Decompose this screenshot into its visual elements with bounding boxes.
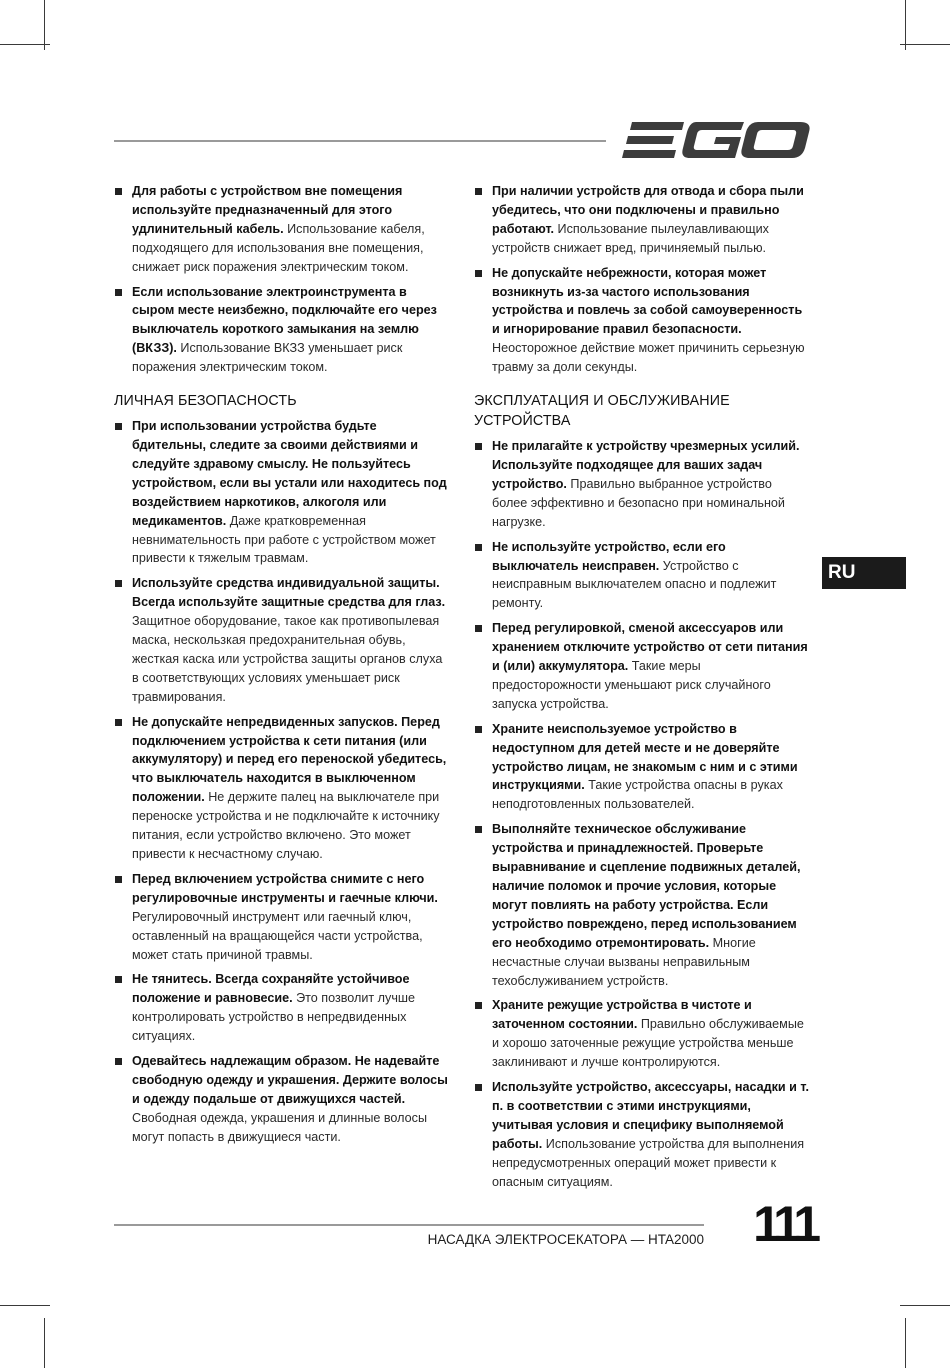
section-heading: ЭКСПЛУАТАЦИЯ И ОБСЛУЖИВАНИЕ УСТРОЙСТВА <box>474 393 730 430</box>
item-bold-text: При наличии устройств для отвода и сбора пыли убедитесь, что они подключены и правильно работают. <box>492 184 804 236</box>
square-bullet-icon <box>115 423 122 430</box>
square-bullet-icon <box>475 544 482 551</box>
crop-mark <box>0 1305 50 1306</box>
square-bullet-icon <box>115 719 122 726</box>
square-bullet-icon <box>475 826 482 833</box>
list-item <box>474 1078 810 1191</box>
item-bold-text: Выполняйте техническое обслуживание устройства и принадлежностей. Проверьте выравнивание и сцепление подвижных деталей, наличие поломок и прочие условия, которые могут повлиять на работу устройства. Если устройство повреждено, перед использованием его необходимо отремонтировать. <box>492 822 801 950</box>
item-bold-text: Если использование электроинструмента в сыром месте неизбежно, подключайте его через выключатель короткого замыкания на землю (ВКЗЗ). <box>132 284 437 356</box>
left-column <box>114 182 450 1153</box>
list-item <box>114 574 450 706</box>
list-item <box>474 996 810 1072</box>
item-text: Регулировочный инструмент или гаечный ключ, оставленный на вращающейся части устройства, может стать причиной травмы. <box>132 909 423 962</box>
list-item <box>114 870 450 965</box>
right-column <box>474 182 810 1198</box>
item-text: Свободная одежда, украшения и длинные волосы могут попасть в движущиеся части. <box>132 1110 428 1144</box>
item-text: Многие несчастные случаи вызваны неправильным техобслуживанием устройств. <box>492 935 756 988</box>
crop-mark <box>900 44 950 45</box>
item-text: Защитное оборудование, такое как противопылевая маска, нескользкая предохранительная обувь, жесткая каска или устройства защиты органов слуха в соответствующих условиях уменьшает риск травмирования. <box>132 614 443 704</box>
list-item <box>114 417 450 568</box>
item-bold-text: Не допускайте небрежности, которая может возникнуть из-за частого использования устройства и повлечь за собой самоуверенность и игнорирование правил безопасности. <box>492 265 803 337</box>
square-bullet-icon <box>475 625 482 632</box>
item-bold-text: Не прилагайте к устройству чрезмерных усилий. Используйте подходящее для ваших задач устройство. <box>492 439 800 491</box>
item-text: Не держите палец на выключателе при переноске устройства и не подключайте к источнику питания, если устройство включено. Это может привести к несчастному случаю. <box>132 790 440 861</box>
item-bold-text: Используйте средства индивидуальной защиты. Всегда используйте защитные средства для глаз. <box>132 576 446 610</box>
item-bold-text: При использовании устройства будьте бдительны, следите за своими действиями и следуйте здравому смыслу. Не пользуйтесь устройством, если вы устали или находитесь под воздействием наркотиков, алкоголя или медикаментов. <box>132 419 447 528</box>
list-item <box>474 720 810 815</box>
item-text: Неосторожное действие может причинить серьезную травму за доли секунды. <box>492 341 805 375</box>
item-bold-text: Не используйте устройство, если его выключатель неисправен. <box>492 539 726 573</box>
list-item <box>114 182 450 277</box>
square-bullet-icon <box>475 188 482 195</box>
item-text: Использование ВКЗЗ уменьшает риск поражения электрическим током. <box>132 341 403 375</box>
square-bullet-icon <box>115 580 122 587</box>
square-bullet-icon <box>475 1084 482 1091</box>
list-item <box>474 820 810 990</box>
square-bullet-icon <box>115 289 122 296</box>
item-text: Использование пылеулавливающих устройств снижает вред, причиняемый пылью. <box>492 221 769 255</box>
crop-mark <box>900 1305 950 1306</box>
square-bullet-icon <box>475 726 482 733</box>
item-text: Правильно обслуживаемые и хорошо заточенные режущие устройства меньше заклинивают и лучше контролируются. <box>492 1017 804 1070</box>
item-bold-text: Перед включением устройства снимите с него регулировочные инструменты и гаечные ключи. <box>132 871 438 905</box>
item-bold-text: Храните неиспользуемое устройство в недоступном для детей месте и не доверяйте устройство лицам, не знакомым с ним и с этими инструкциями. <box>492 721 798 793</box>
square-bullet-icon <box>115 188 122 195</box>
item-bold-text: Используйте устройство, аксессуары, насадки и т. п. в соответствии с этими инструкциями, учитывая условия и специфику выполняемой работы. <box>492 1080 809 1151</box>
crop-mark <box>44 1318 45 1368</box>
header-rule <box>114 140 606 142</box>
item-bold-text: Одевайтесь надлежащим образом. Не надевайте свободную одежду и украшения. Держите волосы и одежду подальше от движущихся частей. <box>132 1054 448 1106</box>
item-text: Такие устройства опасны в руках неподготовленных пользователей. <box>492 778 783 812</box>
list-item <box>474 182 810 258</box>
square-bullet-icon <box>115 976 122 983</box>
list-item <box>114 970 450 1046</box>
square-bullet-icon <box>115 876 122 883</box>
page-number: 111 <box>753 1196 816 1252</box>
item-bold-text: Не допускайте непредвиденных запусков. Перед подключением устройства к сети питания (или аккумулятору) и перед его переноской убедитесь, что выключатель находится в выключенном положении. <box>132 714 447 805</box>
item-text: Такие меры предосторожности уменьшают риск случайного запуска устройства. <box>492 659 771 711</box>
list-item <box>474 619 810 714</box>
item-bold-text: Для работы с устройством вне помещения используйте предназначенный для этого удлинительный кабель. <box>132 184 403 236</box>
list-item <box>474 538 810 614</box>
crop-mark <box>905 0 906 50</box>
ego-logo <box>622 118 812 162</box>
list-item <box>474 264 810 377</box>
list-item <box>114 1052 450 1147</box>
crop-mark <box>905 1318 906 1368</box>
list-item <box>114 283 450 378</box>
footer-title: НАСАДКА ЭЛЕКТРОСЕКАТОРА — HTA2000 <box>427 1232 704 1247</box>
item-text: Правильно выбранное устройство более эффективно и безопасно при номинальной нагрузке. <box>492 476 785 529</box>
item-text: Использование кабеля, подходящего для использования вне помещения, снижает риск поражения электрическим током. <box>132 221 425 274</box>
list-item <box>114 713 450 864</box>
square-bullet-icon <box>115 1058 122 1065</box>
section-heading: ЛИЧНАЯ БЕЗОПАСНОСТЬ <box>114 393 297 410</box>
list-item <box>474 437 810 532</box>
crop-mark <box>0 44 50 45</box>
item-text: Это позволит лучше контролировать устройство в непредвиденных ситуациях. <box>132 991 415 1044</box>
item-text: Использование устройства для выполнения непредусмотренных операций может привести к опасным ситуациям. <box>492 1136 805 1189</box>
language-tab: RU <box>822 557 906 589</box>
square-bullet-icon <box>475 443 482 450</box>
item-bold-text: Не тянитесь. Всегда сохраняйте устойчивое положение и равновесие. <box>132 972 410 1006</box>
square-bullet-icon <box>475 1002 482 1009</box>
square-bullet-icon <box>475 270 482 277</box>
crop-mark <box>44 0 45 50</box>
footer-rule <box>114 1224 704 1226</box>
item-text: Устройство с неисправным выключателем опасно и подлежит ремонту. <box>492 558 777 611</box>
item-text: Даже кратковременная невнимательность при работе с устройством может привести к тяжелым травмам. <box>132 513 436 566</box>
item-bold-text: Перед регулировкой, сменой аксессуаров или хранением отключите устройство от сети питания и (или) аккумулятора. <box>492 621 808 674</box>
item-bold-text: Храните режущие устройства в чистоте и заточенном состоянии. <box>492 998 752 1032</box>
